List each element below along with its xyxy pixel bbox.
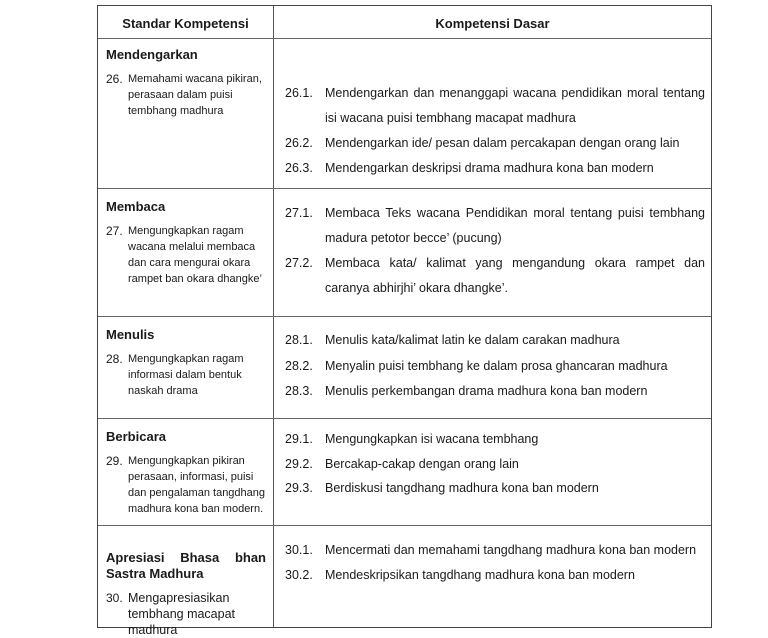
category-title: Menulis	[106, 327, 155, 342]
table-row	[98, 526, 711, 637]
dasar-number: 28.2.	[285, 358, 313, 373]
standar-cell	[106, 47, 266, 119]
dasar-text: Menulis perkembangan drama madhura kona ban modern	[325, 384, 648, 398]
dasar-item	[285, 427, 705, 452]
dasar-text: Berdiskusi tangdhang madhura kona ban modern	[325, 481, 599, 495]
dasar-item	[285, 563, 705, 588]
dasar-text: Mendeskripsikan tangdhang madhura kona ban modern	[325, 568, 635, 582]
dasar-number: 29.1.	[285, 432, 313, 446]
standar-item	[106, 590, 266, 638]
dasar-text: Mendengarkan dan menanggapi wacana pendidikan moral tentang isi wacana puisi tembhang macapat madhura	[325, 86, 705, 125]
dasar-item	[285, 354, 705, 380]
dasar-number: 26.1.	[285, 86, 313, 100]
standar-text: Mengungkapkan ragam informasi dalam bentuk naskah drama	[128, 353, 244, 397]
standar-number: 27.	[106, 224, 123, 238]
dasar-text: Mencermati dan memahami tangdhang madhura kona ban modern	[325, 543, 697, 557]
table-row	[98, 419, 711, 526]
standar-item	[106, 351, 266, 399]
dasar-number: 27.1.	[285, 206, 313, 220]
standar-number: 26.	[106, 72, 123, 86]
table-row	[98, 39, 711, 189]
dasar-text: Menyalin puisi tembhang ke dalam prosa ghancaran madhura	[325, 358, 668, 373]
dasar-cell	[285, 538, 705, 588]
dasar-item	[285, 328, 705, 354]
dasar-item	[285, 251, 705, 301]
dasar-number: 26.2.	[285, 136, 313, 150]
dasar-number: 30.1.	[285, 543, 313, 557]
standar-item	[106, 453, 266, 517]
dasar-cell	[285, 427, 705, 501]
dasar-number: 28.1.	[285, 333, 313, 347]
dasar-text: Bercakap-cakap dengan orang lain	[325, 456, 519, 471]
standar-number: 29.	[106, 454, 123, 468]
standar-item	[106, 71, 266, 119]
standar-cell	[106, 550, 266, 638]
dasar-item	[285, 131, 705, 156]
standar-text: Mengungkapkan pikiran perasaan, informasi, puisi dan pengalaman tangdhang madhura kona ban modern.	[128, 455, 266, 515]
dasar-number: 27.2.	[285, 256, 313, 270]
dasar-item	[285, 201, 705, 251]
table-row	[98, 189, 711, 317]
standar-cell	[106, 199, 266, 287]
competency-table	[97, 5, 712, 637]
dasar-text: Membaca kata/ kalimat yang mengandung okara rampet dan caranya abhirjhi’ okara dhangke’.	[325, 256, 705, 295]
category-title: Mendengarkan	[106, 47, 198, 62]
dasar-text: Mengungkapkan isi wacana tembhang	[325, 432, 539, 446]
standar-number: 28.	[106, 352, 123, 366]
dasar-number: 28.3.	[285, 384, 313, 398]
dasar-item	[285, 156, 705, 181]
dasar-item	[285, 476, 705, 501]
dasar-text: Membaca Teks wacana Pendidikan moral tentang puisi tembhang madura petotor becce’ (pucung)	[325, 206, 705, 245]
dasar-number: 30.2.	[285, 568, 313, 582]
standar-text: Mengapresiasikan tembhang macapat madhura	[128, 591, 236, 637]
dasar-cell	[285, 201, 705, 301]
dasar-number: 29.3.	[285, 481, 313, 495]
header-standar: Standar Kompetensi	[122, 16, 249, 31]
dasar-item	[285, 538, 705, 563]
category-title: Berbicara	[106, 429, 166, 444]
dasar-cell	[285, 81, 705, 181]
dasar-number: 29.2.	[285, 456, 313, 471]
standar-item	[106, 223, 266, 287]
dasar-text: Menulis kata/kalimat latin ke dalam carakan madhura	[325, 333, 620, 347]
dasar-text: Mendengarkan deskripsi drama madhura kona ban modern	[325, 161, 654, 175]
standar-cell	[106, 327, 266, 399]
dasar-item	[285, 452, 705, 477]
table-row	[98, 317, 711, 419]
dasar-item	[285, 81, 705, 131]
dasar-number: 26.3.	[285, 161, 313, 175]
standar-number: 30.	[106, 591, 123, 605]
table-header-row	[98, 6, 711, 39]
category-title: Membaca	[106, 199, 166, 214]
standar-text: Memahami wacana pikiran, perasaan dalam puisi tembhang madhura	[128, 73, 262, 117]
dasar-cell	[285, 328, 705, 405]
standar-cell	[106, 429, 266, 517]
standar-text: Mengungkapkan ragam wacana melalui membaca dan cara mengurai okara rampet ban okara dhangke’	[128, 225, 262, 285]
header-dasar: Kompetensi Dasar	[435, 16, 550, 31]
dasar-item	[285, 379, 705, 405]
category-title: Apresiasi Bhasa bhan Sastra Madhura	[106, 550, 266, 581]
dasar-text: Mendengarkan ide/ pesan dalam percakapan dengan orang lain	[325, 136, 680, 150]
